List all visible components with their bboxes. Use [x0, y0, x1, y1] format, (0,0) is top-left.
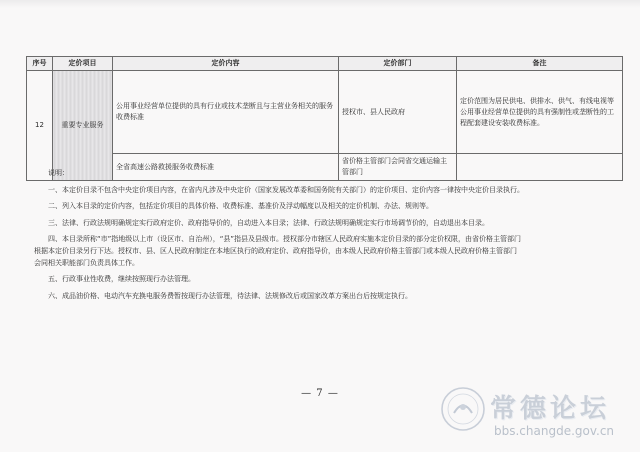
note-item-continued: 根据本定价目录另行下达。授权市、县、区人民政府制定在本地区执行的政府定价、政府指导价，由本级人民政府价格主管部门或本级人民政府价格主管部门: [34, 246, 517, 255]
note-item: 一、本定价目录不包含中央定价项目内容，在省内凡涉及中央定价（国家发展改革委和国务院有关部门）的定价项目、定价内容一律按中央定价目录执行。: [48, 185, 524, 194]
row-dept: 省价格主管部门会同省交通运输主管部门: [339, 154, 457, 181]
header-dept: 定价部门: [339, 57, 457, 71]
seal-logo-icon: [440, 386, 486, 432]
row-content: 公用事业经营单位提供的具有行业或技术垄断且与主营业务相关的服务收费标准: [113, 71, 339, 154]
row-seq: 12: [27, 71, 53, 181]
page-number: — 7 —: [301, 388, 339, 399]
note-item: 四、本目录所称“市”指地级以上市（设区市、自治州），“县”指县及县级市。授权部分市辖区人民政府实施本定价目录的部分定价权限，由省价格主管部门: [48, 235, 522, 244]
row-dept: 授权市、县人民政府: [339, 71, 457, 154]
watermark-url: bbs.changde.gov.cn: [494, 424, 615, 438]
pricing-table: [26, 56, 623, 181]
row-remark: 定价范围为居民供电、供排水、供气、有线电视等公用事业经营单位提供的具有强制性或垄断性的工程配套建设安装收费标准。: [457, 71, 623, 154]
row-content: 全省高速公路救援服务收费标准: [113, 154, 339, 181]
note-item: 二、列入本目录的定价内容，包括定价项目的具体价格、收费标准、基准价及浮动幅度以及相关的定价机制、办法、规则等。: [48, 202, 433, 211]
forum-watermark: [432, 382, 632, 448]
table-row: [27, 71, 623, 154]
note-item: 三、法律、行政法规明确规定实行政府定价、政府指导价的，自动进入本目录；法律、行政法规明确规定实行市场调节价的，自动退出本目录。: [48, 218, 489, 227]
notes-title: 说明：: [48, 169, 69, 177]
note-item: 六、成品油价格、电动汽车充换电服务费暂按现行办法管理，待法律、法规修改后或国家改革方案出台后按规定执行。: [48, 291, 412, 300]
table-header-row: [27, 57, 623, 71]
header-remark: 备注: [457, 57, 623, 71]
header-project: 定价项目: [53, 57, 113, 71]
note-item-continued: 会同相关职能部门负责具体工作。: [34, 258, 139, 267]
notes-section: [34, 168, 624, 302]
header-content: 定价内容: [113, 57, 339, 71]
header-seq: 序号: [27, 57, 53, 71]
scan-top-edge: [0, 0, 640, 8]
note-item: 五、行政事业性收费，继续按照现行办法管理。: [48, 275, 195, 284]
row-project: 重要专业服务: [53, 71, 113, 181]
watermark-title: 常德论坛: [490, 394, 611, 424]
